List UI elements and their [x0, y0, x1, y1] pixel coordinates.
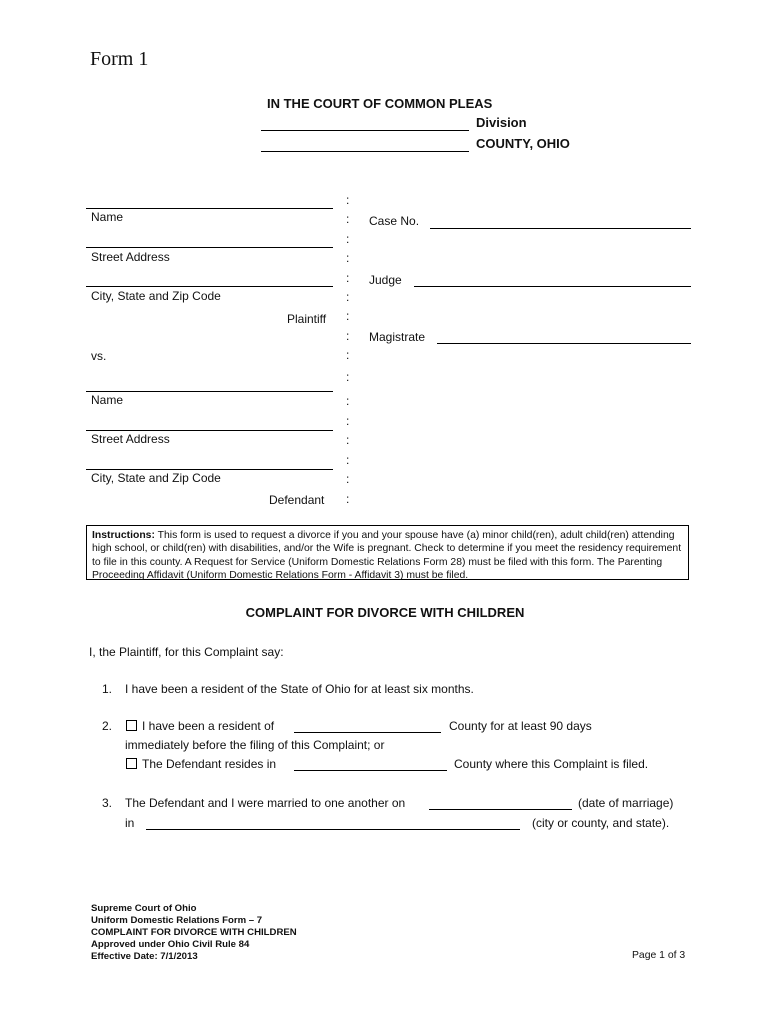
item3-place-suffix: (city or county, and state). [532, 816, 670, 830]
resident-checkbox[interactable] [126, 720, 137, 731]
court-title: IN THE COURT OF COMMON PLEAS [267, 96, 493, 111]
colon: : [346, 472, 350, 486]
colon: : [346, 414, 350, 428]
plaintiff-city-line[interactable] [86, 286, 333, 287]
defendant-county-field[interactable] [294, 770, 447, 771]
colon: : [346, 212, 350, 226]
item1-number: 1. [102, 682, 113, 696]
plaintiff-name-line[interactable] [86, 208, 333, 209]
division-line[interactable] [261, 130, 469, 131]
intro-text: I, the Plaintiff, for this Complaint say: [89, 645, 284, 659]
item2-option2-text: The Defendant resides in [142, 757, 277, 771]
item3-text: The Defendant and I were married to one another on [125, 796, 406, 810]
colon: : [346, 394, 350, 408]
plaintiff-name-label: Name [91, 210, 124, 224]
colon: : [346, 433, 350, 447]
plaintiff-city-label: City, State and Zip Code [91, 289, 221, 303]
colon: : [346, 271, 350, 285]
plaintiff-street-line[interactable] [86, 247, 333, 248]
county-label: COUNTY, OHIO [476, 136, 570, 151]
item2-option1-text: I have been a resident of [142, 719, 275, 733]
defendant-role-label: Defendant [269, 493, 325, 507]
county-line[interactable] [261, 151, 469, 152]
marriage-place-field[interactable] [146, 829, 520, 830]
judge-field[interactable] [414, 286, 691, 287]
colon: : [346, 251, 350, 265]
magistrate-label: Magistrate [369, 330, 426, 344]
item2-option2 [126, 757, 276, 771]
resident-county-field[interactable] [294, 732, 441, 733]
form-label: Form 1 [90, 48, 149, 70]
item3-date-suffix: (date of marriage) [578, 796, 674, 810]
defendant-name-line[interactable] [86, 391, 333, 392]
footer-line4: Approved under Ohio Civil Rule 84 [91, 939, 250, 950]
case-no-field[interactable] [430, 228, 691, 229]
footer-line2: Uniform Domestic Relations Form – 7 [91, 915, 263, 926]
instructions-text: This form is used to request a divorce if you and your spouse have (a) minor child(ren), adult child(ren) attending high school, or child(ren) with disabilities, and/or the Wife is pregnant. Check to determine if you meet the residency requirement to file in this county. A Request for Service (Uniform Domestic Relations Form 28) must be filed with this form. The Parenting Proceeding Affidavit (Uniform Domestic Relations Form - Affidavit 3) must be filed. [92, 530, 682, 582]
defendant-street-line[interactable] [86, 430, 333, 431]
instructions-box [86, 525, 689, 580]
defendant-street-label: Street Address [91, 432, 170, 446]
item3-number: 3. [102, 796, 113, 810]
item2-number: 2. [102, 719, 113, 733]
colon: : [346, 370, 350, 384]
judge-label: Judge [369, 273, 402, 287]
item2-option1-cont: immediately before the filing of this Complaint; or [125, 738, 385, 752]
colon: : [346, 453, 350, 467]
defendant-city-label: City, State and Zip Code [91, 471, 221, 485]
complaint-title: COMPLAINT FOR DIVORCE WITH CHILDREN [245, 605, 525, 620]
plaintiff-street-label: Street Address [91, 250, 170, 264]
item2-option1-suffix: County for at least 90 days [449, 719, 592, 733]
colon: : [346, 309, 350, 323]
case-no-label: Case No. [369, 214, 420, 228]
item3-in-label: in [125, 816, 135, 830]
defendant-resides-checkbox[interactable] [126, 758, 137, 769]
page-number: Page 1 of 3 [632, 950, 686, 961]
item2-option2-suffix: County where this Complaint is filed. [454, 757, 649, 771]
defendant-name-label: Name [91, 393, 124, 407]
division-label: Division [476, 115, 527, 130]
plaintiff-role-label: Plaintiff [287, 312, 327, 326]
footer-line3: COMPLAINT FOR DIVORCE WITH CHILDREN [91, 927, 297, 938]
colon: : [346, 290, 350, 304]
colon: : [346, 492, 350, 506]
colon: : [346, 232, 350, 246]
defendant-city-line[interactable] [86, 469, 333, 470]
magistrate-field[interactable] [437, 343, 691, 344]
footer-line1: Supreme Court of Ohio [91, 903, 197, 914]
instructions-heading: Instructions: [92, 530, 155, 541]
colon: : [346, 348, 350, 362]
item2-option1 [126, 719, 274, 733]
vs-label: vs. [91, 349, 107, 363]
item1-text: I have been a resident of the State of Ohio for at least six months. [125, 682, 474, 696]
marriage-date-field[interactable] [429, 809, 572, 810]
colon: : [346, 193, 350, 207]
colon: : [346, 329, 350, 343]
footer-line5: Effective Date: 7/1/2013 [91, 951, 198, 962]
